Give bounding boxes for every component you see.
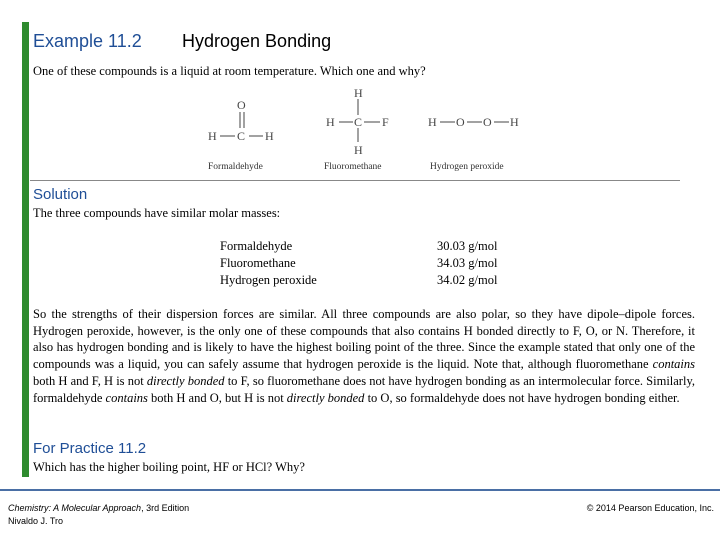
fluoromethane-h-left: H [326,115,335,129]
book-edition: , 3rd Edition [141,503,190,513]
formaldehyde-c: C [237,129,246,143]
compound-name: Hydrogen peroxide [220,273,317,287]
peroxide-o1: O [456,115,465,129]
footer-author: Nivaldo J. Tro [8,516,64,526]
emphasis: directly bonded [146,373,225,388]
explanation-paragraph: So the strengths of their dispersion forces are similar. All three compounds are also polar, so they have dipole–dipole forces. Hydrogen peroxide, however, is the only one of these compounds that also contains H bonded directly to F, O, or N. Therefore, it also has hydrogen bonding and is likely to have the highest boiling point of the three. Since the example stated that only one of the compounds was a liquid, you can safely assume that hydrogen peroxide is the liquid. Note that, although fluoromethane contains both H and F, H is not directly bonded to F, so fluoromethane does not have hydrogen bonding as an intermolecular force. Similarly, formaldehyde contains both H and O, but H is not directly bonded to O, so formaldehyde does not have hydrogen bonding either. [33,307,696,405]
peroxide-h1: H [428,115,437,129]
compound-mass: 34.02 g/mol [437,273,498,287]
peroxide-o2: O [483,115,492,129]
fluoromethane-h-top: H [354,86,363,100]
question-text: One of these compounds is a liquid at room temperature. Which one and why? [33,64,426,78]
solution-intro: The three compounds have similar molar masses: [33,206,281,220]
solution-heading: Solution [33,186,88,203]
divider [30,180,680,181]
fluoromethane-c: C [354,115,363,129]
formaldehyde-caption: Formaldehyde [208,162,263,172]
structures-figure [200,86,680,178]
practice-heading: For Practice 11.2 [33,440,147,457]
practice-question: Which has the higher boiling point, HF or HCl? Why? [33,460,305,474]
formaldehyde-o: O [237,98,246,112]
emphasis: contains [652,357,695,372]
compound-name: Formaldehyde [220,239,293,253]
page-title: Hydrogen Bonding [182,31,332,51]
compound-mass: 34.03 g/mol [437,256,498,270]
footer-copyright: © 2014 Pearson Education, Inc. [586,503,714,513]
emphasis: contains [105,390,148,405]
emphasis: directly bonded [286,390,365,405]
compound-name: Fluoromethane [220,256,296,270]
peroxide-h2: H [510,115,519,129]
formaldehyde-h-right: H [265,129,274,143]
peroxide-caption: Hydrogen peroxide [430,162,504,172]
fluoromethane-f: F [382,115,389,129]
compound-mass: 30.03 g/mol [437,239,498,253]
footer-book [8,502,189,514]
fluoromethane-caption: Fluoromethane [324,162,382,172]
formaldehyde-h-left: H [208,129,217,143]
fluoromethane-h-bottom: H [354,143,363,157]
example-label: Example 11.2 [33,31,142,51]
book-title: Chemistry: A Molecular Approach [8,503,142,513]
accent-bar [22,22,29,477]
footer-rule [0,489,720,491]
